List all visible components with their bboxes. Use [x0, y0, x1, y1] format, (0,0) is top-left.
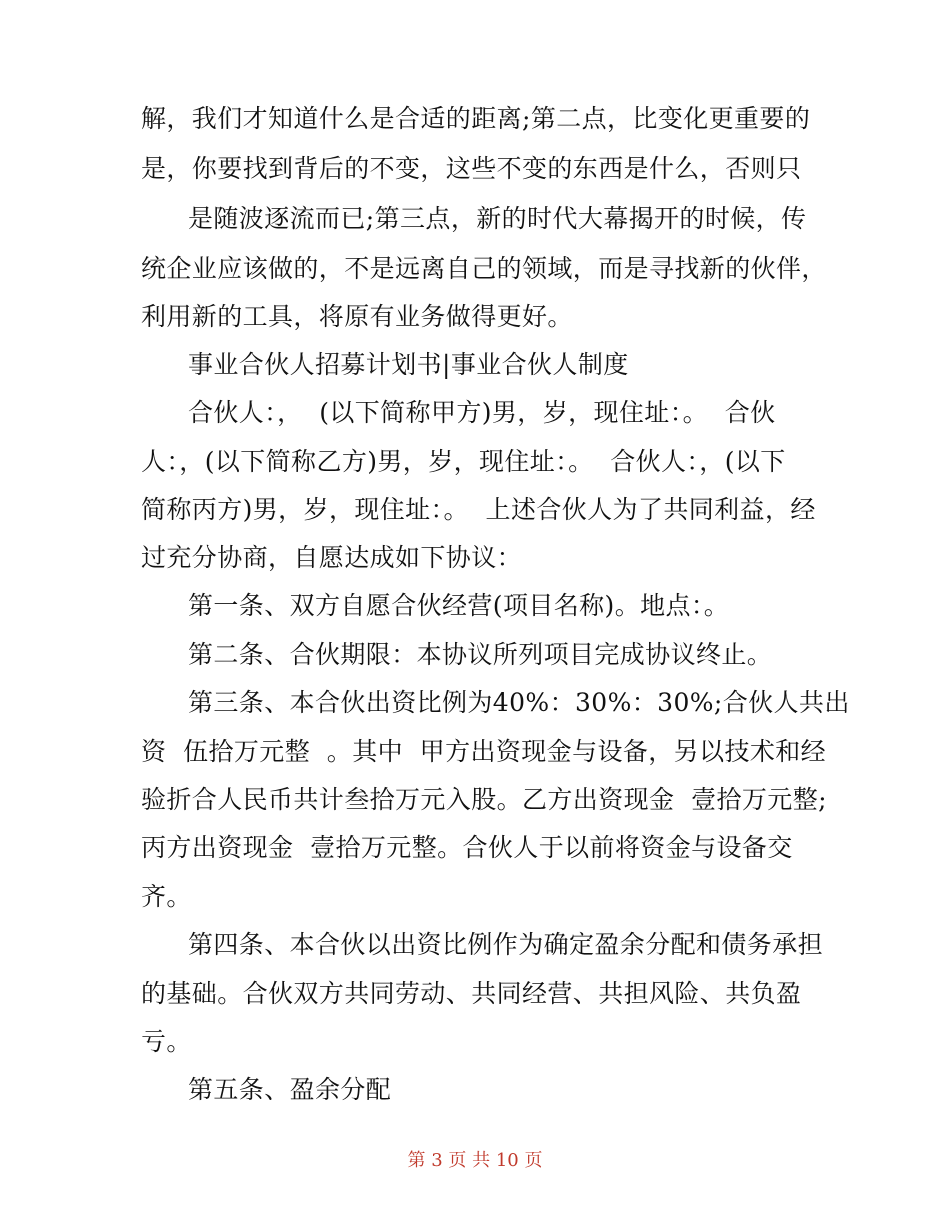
text-line: 人：，(以下简称乙方)男，岁，现住址：。 合伙人：，(以下 [141, 447, 786, 476]
text-line: 的基础。合伙双方共同劳动、共同经营、共担风险、共负盈 [141, 979, 802, 1008]
text-line: 过充分协商，自愿达成如下协议： [141, 543, 523, 572]
text-line: 第四条、本合伙以出资比例作为确定盈余分配和债务承担 [188, 930, 824, 959]
text-line: 齐。 [141, 882, 192, 911]
text-line: 第一条、双方自愿合伙经营(项目名称)。地点：。 [188, 591, 730, 620]
text-line: 第三条、本合伙出资比例为40%：30%：30%;合伙人共出 [188, 688, 850, 717]
text-line: 利用新的工具，将原有业务做得更好。 [141, 302, 573, 331]
text-line: 是，你要找到背后的不变，这些不变的东西是什么，否则只 [141, 154, 802, 183]
text-line: 是随波逐流而已;第三点，新的时代大幕揭开的时候，传 [188, 204, 807, 233]
text-line: 合伙人：， (以下简称甲方)男，岁，现住址：。 合伙 [188, 398, 776, 427]
text-line: 验折合人民币共计叁拾万元入股。乙方出资现金 壹拾万元整; [141, 785, 827, 814]
text-line: 亏。 [141, 1027, 192, 1056]
text-line: 第五条、盈余分配 [188, 1075, 392, 1104]
section-heading: 事业合伙人招募计划书|事业合伙人制度 [188, 350, 629, 379]
text-line: 统企业应该做的，不是远离自己的领域，而是寻找新的伙伴， [141, 254, 827, 283]
text-line: 第二条、合伙期限：本协议所列项目完成协议终止。 [188, 640, 773, 669]
text-line: 简称丙方)男，岁，现住址：。 上述合伙人为了共同利益，经 [141, 495, 816, 524]
text-line: 丙方出资现金 壹拾万元整。合伙人于以前将资金与设备交 [141, 833, 793, 862]
text-line: 解，我们才知道什么是合适的距离;第二点，比变化更重要的 [141, 104, 811, 133]
text-line: 资 伍拾万元整 。其中 甲方出资现金与设备，另以技术和经 [141, 737, 827, 766]
page-number: 第 3 页 共 10 页 [407, 1150, 543, 1171]
